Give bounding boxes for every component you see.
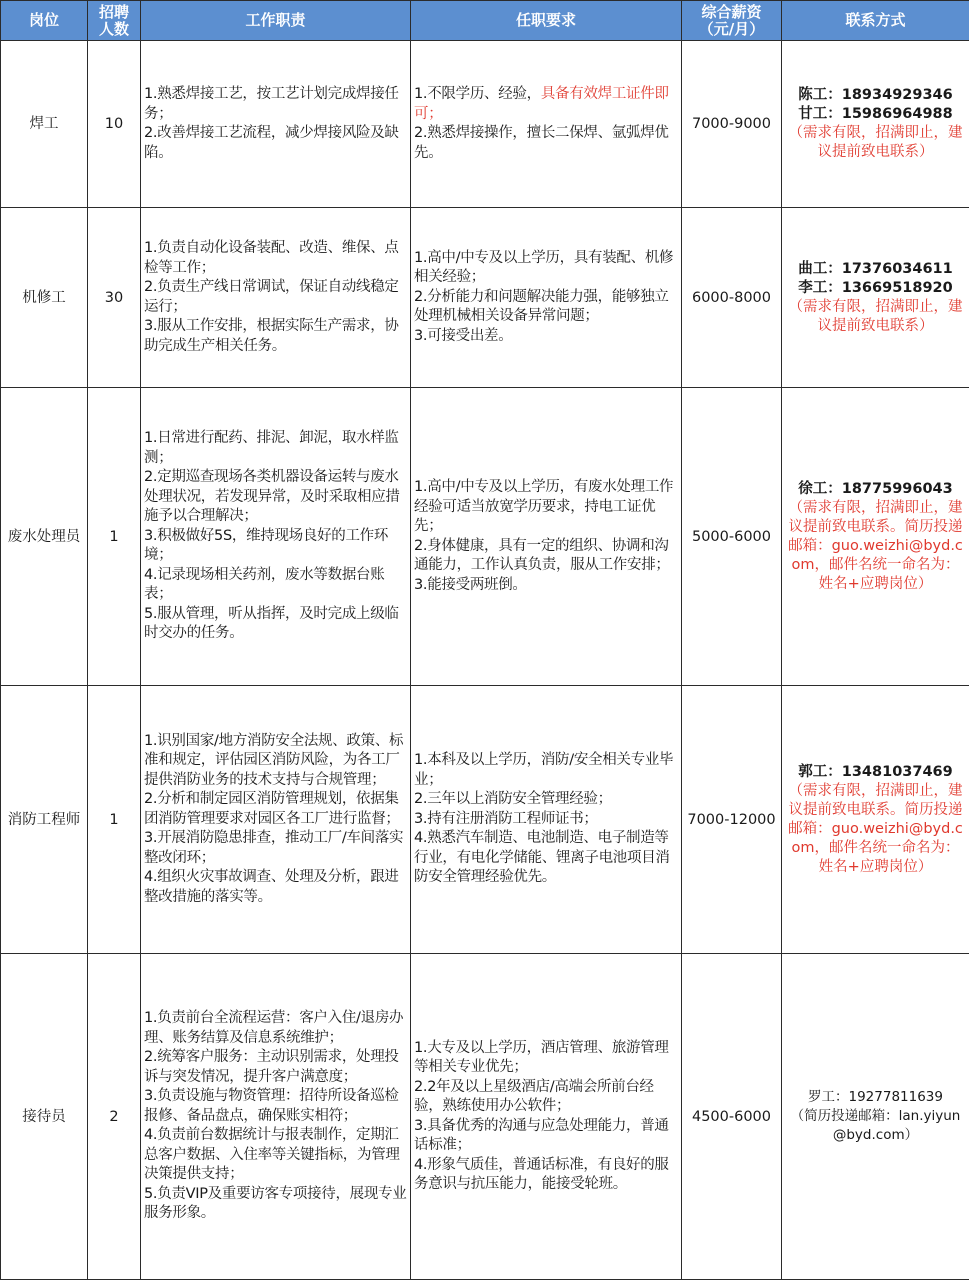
- requirement-text: 1.不限学历、经验，: [414, 86, 541, 102]
- count-cell: 10: [88, 41, 141, 208]
- requirement-line: 2.三年以上消防安全管理经验；: [414, 790, 678, 810]
- header-salary: [682, 1, 782, 41]
- duty-line: 4.组织火灾事故调查、处理及分析，跟进整改措施的落实等。: [144, 868, 407, 907]
- salary-cell: 7000-12000: [682, 686, 782, 954]
- duty-line: 1.负责自动化设备装配、改造、维保、点检等工作；: [144, 239, 407, 278]
- requirement-line: 2.熟悉焊接操作，擅长二保焊、氩弧焊优先。: [414, 124, 678, 163]
- duty-line: 1.熟悉焊接工艺，按工艺计划完成焊接任务；: [144, 85, 407, 124]
- duty-line: 2.定期巡查现场各类机器设备运转与废水处理状况，若发现异常，及时采取相应措施予以合理解决；: [144, 468, 407, 527]
- count-cell: 1: [88, 686, 141, 954]
- requirement-line: 4.熟悉汽车制造、电池制造、电子制造等行业，有电化学储能、锂离子电池项目消防安全管理经验优先。: [414, 829, 678, 888]
- header-duties: 工作职责: [141, 1, 411, 41]
- duty-line: 2.分析和制定园区消防管理规划，依据集团消防管理要求对园区各工厂进行监督；: [144, 790, 407, 829]
- position-cell: 接待员: [1, 954, 88, 1280]
- contact-note: （需求有限，招满即止，建议提前致电联系）: [789, 299, 963, 334]
- position-cell: 机修工: [1, 208, 88, 388]
- requirement-line: 3.可接受出差。: [414, 327, 678, 347]
- contact-note: （需求有限，招满即止，建议提前致电联系）: [789, 125, 963, 160]
- requirement-line: 3.具备优秀的沟通与应急处理能力，普通话标准；: [414, 1117, 678, 1156]
- contact-person: 郭工：13481037469: [785, 763, 966, 782]
- duty-line: 1.识别国家/地方消防安全法规、政策、标准和规定，评估园区消防风险，为各工厂提供消防业务的技术支持与合规管理；: [144, 732, 407, 791]
- duties-cell: [141, 954, 411, 1280]
- contact-note: （需求有限，招满即止，建议提前致电联系。简历投递邮箱：guo.weizhi@byd.com，邮件名统一命名为：姓名+应聘岗位）: [788, 783, 963, 875]
- duty-line: 3.负责设施与物资管理：招待所设备巡检报修、备品盘点，确保账实相符；: [144, 1087, 407, 1126]
- count-cell: 30: [88, 208, 141, 388]
- requirement-line: 4.形象气质佳，普通话标准，有良好的服务意识与抗压能力，能接受轮班。: [414, 1156, 678, 1195]
- duty-line: 4.负责前台数据统计与报表制作，定期汇总客户数据、入住率等关键指标，为管理决策提供支持；: [144, 1126, 407, 1185]
- table-row: [1, 208, 969, 388]
- requirement-line: 1.大专及以上学历，酒店管理、旅游管理等相关专业优先；: [414, 1039, 678, 1078]
- requirement-highlight: 具备有效焊工证件即可；: [414, 86, 669, 122]
- contact-cell: [782, 954, 969, 1280]
- header-requirements: 任职要求: [411, 1, 682, 41]
- duty-line: 2.负责生产线日常调试，保证自动线稳定运行；: [144, 278, 407, 317]
- salary-cell: 4500-6000: [682, 954, 782, 1280]
- duty-line: 3.开展消防隐患排查，推动工厂/车间落实整改闭环；: [144, 829, 407, 868]
- contact-person: 甘工：15986964988: [785, 105, 966, 124]
- header-contact: 联系方式: [782, 1, 969, 41]
- duty-line: 5.负责VIP及重要访客专项接待，展现专业服务形象。: [144, 1185, 407, 1224]
- table-row: [1, 954, 969, 1280]
- requirement-line: 3.能接受两班倒。: [414, 576, 678, 596]
- duties-cell: [141, 388, 411, 686]
- count-cell: 1: [88, 388, 141, 686]
- requirements-cell: [411, 208, 682, 388]
- contact-person: 曲工：17376034611: [785, 260, 966, 279]
- table-row: [1, 41, 969, 208]
- header-count: [88, 1, 141, 41]
- contact-person: 徐工：18775996043: [785, 480, 966, 499]
- duty-line: 1.负责前台全流程运营：客户入住/退房办理、账务结算及信息系统维护；: [144, 1009, 407, 1048]
- contact-cell: [782, 41, 969, 208]
- contact-person: 陈工：18934929346: [785, 86, 966, 105]
- contact-person: 李工：13669518920: [785, 279, 966, 298]
- salary-cell: 7000-9000: [682, 41, 782, 208]
- position-cell: 废水处理员: [1, 388, 88, 686]
- position-cell: 消防工程师: [1, 686, 88, 954]
- contact-cell: [782, 208, 969, 388]
- duty-line: 2.统筹客户服务：主动识别需求，处理投诉与突发情况，提升客户满意度；: [144, 1048, 407, 1087]
- position-cell: 焊工: [1, 41, 88, 208]
- contact-person: 罗工：19277811639: [785, 1088, 966, 1107]
- requirement-line: 2.分析能力和问题解决能力强，能够独立处理机械相关设备异常问题；: [414, 288, 678, 327]
- salary-cell: 5000-6000: [682, 388, 782, 686]
- header-row: [1, 1, 969, 41]
- duties-cell: [141, 41, 411, 208]
- header-salary-text: 综合薪资 （元/月）: [699, 3, 764, 38]
- requirements-cell: [411, 686, 682, 954]
- requirement-line: 1.高中/中专及以上学历，具有装配、机修相关经验；: [414, 249, 678, 288]
- count-cell: 2: [88, 954, 141, 1280]
- requirements-cell: [411, 41, 682, 208]
- duty-line: 1.日常进行配药、排泥、卸泥，取水样监测；: [144, 429, 407, 468]
- requirement-line: 3.持有注册消防工程师证书；: [414, 810, 678, 830]
- duties-cell: [141, 208, 411, 388]
- duty-line: 2.改善焊接工艺流程，减少焊接风险及缺陷。: [144, 124, 407, 163]
- duty-line: 5.服从管理，听从指挥，及时完成上级临时交办的任务。: [144, 605, 407, 644]
- requirement-line: 2.2年及以上星级酒店/高端会所前台经验，熟练使用办公软件；: [414, 1078, 678, 1117]
- contact-cell: [782, 686, 969, 954]
- table-row: [1, 686, 969, 954]
- contact-note: （需求有限，招满即止，建议提前致电联系。简历投递邮箱：guo.weizhi@byd.com，邮件名统一命名为：姓名+应聘岗位）: [788, 500, 963, 592]
- header-position: 岗位: [1, 1, 88, 41]
- contact-cell: [782, 388, 969, 686]
- contact-note: （简历投递邮箱：lan.yiyun@byd.com）: [791, 1108, 961, 1143]
- requirement-line: 1.本科及以上学历，消防/安全相关专业毕业；: [414, 751, 678, 790]
- duty-line: 4.记录现场相关药剂，废水等数据台账表；: [144, 566, 407, 605]
- salary-cell: 6000-8000: [682, 208, 782, 388]
- duties-cell: [141, 686, 411, 954]
- requirements-cell: [411, 388, 682, 686]
- requirement-line: 1.高中/中专及以上学历，有废水处理工作经验可适当放宽学历要求，持电工证优先；: [414, 478, 678, 537]
- requirement-line: 2.身体健康，具有一定的组织、协调和沟通能力，工作认真负责，服从工作安排；: [414, 537, 678, 576]
- requirements-cell: [411, 954, 682, 1280]
- duty-line: 3.服从工作安排，根据实际生产需求，协助完成生产相关任务。: [144, 317, 407, 356]
- duty-line: 3.积极做好5S，维持现场良好的工作环境；: [144, 527, 407, 566]
- table-row: [1, 388, 969, 686]
- header-count-text: 招聘 人数: [99, 3, 129, 38]
